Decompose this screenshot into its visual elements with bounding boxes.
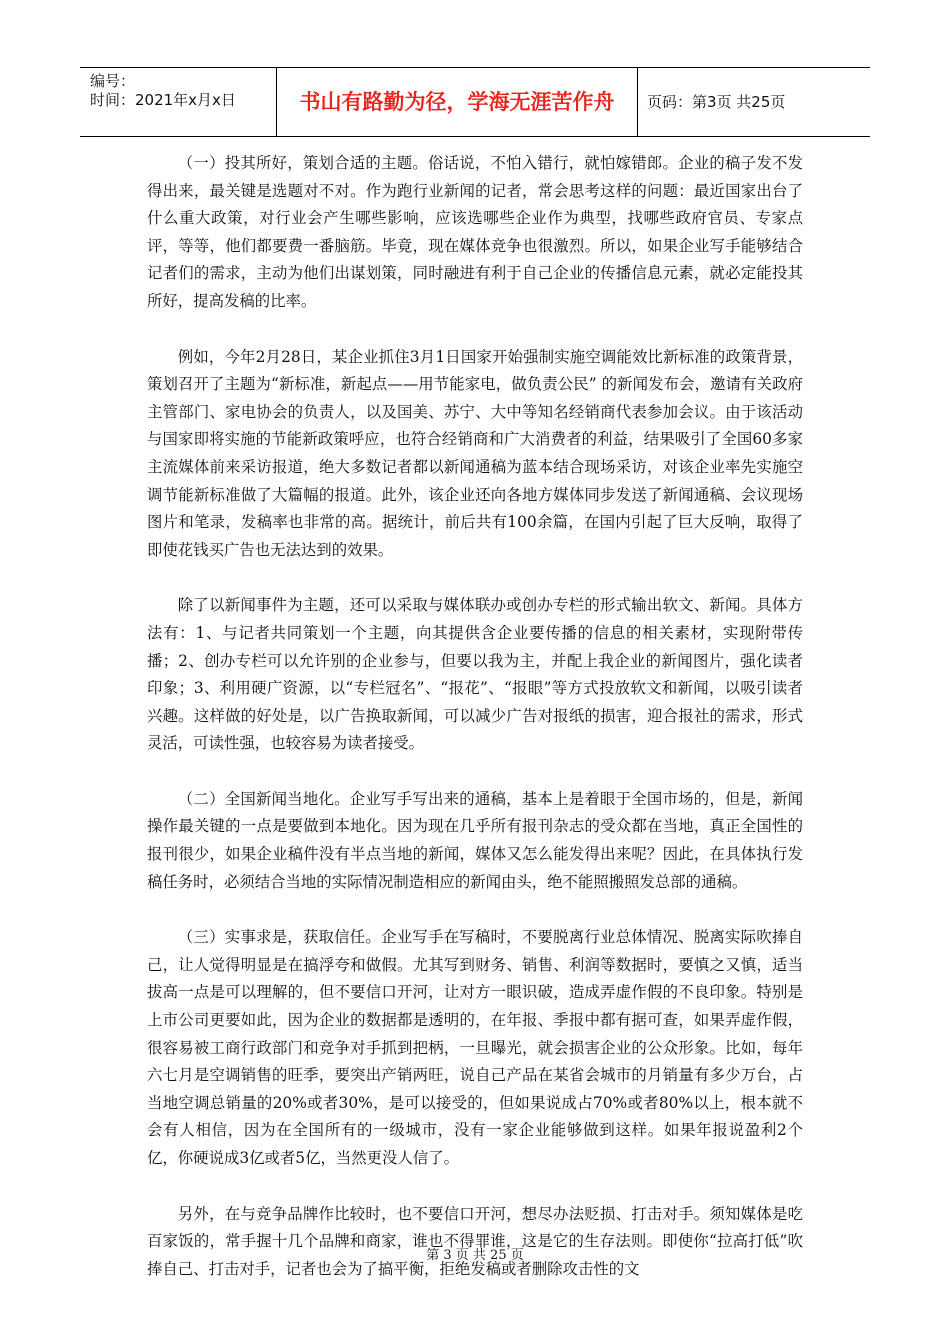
paragraph: 另外，在与竞争品牌作比较时，也不要信口开河，想尽办法贬损、打击对手。须知媒体是吃百家饭的，常手握十几个品牌和商家，谁也不得罪谁，这是它的生存法则。即使你“拉高打低”吹捧自己、打击对手，记者也会为了搞平衡，拒绝发稿或者删除攻击性的文 xyxy=(147,1204,803,1278)
header-meta-cell xyxy=(80,68,275,136)
paragraph: 例如，今年2月28日，某企业抓住3月1日国家开始强制实施空调能效比新标准的政策背景，策划召开了主题为“新标准，新起点——用节能家电，做负责公民” 的新闻发布会，邀请有关政府主管部门、家电协会的负责人，以及国美、苏宁、大中等知名经销商代表参加会议。由于该活动与国家即将实施的节能新政策呼应，也符合经销商和广大消费者的利益，结果吸引了全国60多家主流媒体前来采访报道，绝大多数记者都以新闻通稿为蓝本结合现场采访，对该企业率先实施空调节能新标准做了大篇幅的报道。此外，该企业还向各地方媒体同步发送了新闻通稿、会议现场图片和笔录，发稿率也非常的高。据统计，前后共有100余篇，在国内引起了巨大反响，取得了即使花钱买广告也无法达到的效果。 xyxy=(147,347,803,559)
header-motto-cell xyxy=(276,68,638,136)
document-body xyxy=(147,150,803,1311)
motto-text: 书山有路勤为径，学海无涯苦作舟 xyxy=(299,90,615,114)
paragraph: （三）实事求是，获取信任。企业写手在写稿时，不要脱离行业总体情况、脱离实际吹捧自己，让人觉得明显是在搞浮夸和做假。尤其写到财务、销售、利润等数据时，要慎之又慎，适当拔高一点是可以理解的，但不要信口开河，让对方一眼识破，造成弄虚作假的不良印象。特别是上市公司更要如此，因为企业的数据都是透明的，在年报、季报中都有据可查，如果弄虚作假，很容易被工商行政部门和竞争对手抓到把柄，一旦曝光，就会损害企业的公众形象。比如，每年六七月是空调销售的旺季，要突出产销两旺，说自己产品在某省会城市的月销量有多少万台，占当地空调总销量的20%或者30%，是可以接受的，但如果说成占70%或者80%以上，根本就不会有人相信，因为在全国所有的一级城市，没有一家企业能够做到这样。如果年报说盈利2个亿，你硬说成3亿或者5亿，当然更没人信了。 xyxy=(147,928,803,1167)
page-header xyxy=(80,67,870,137)
document-number-label: 编号： xyxy=(90,72,136,90)
document-date: 时间：2021年x月x日 xyxy=(90,91,236,109)
paragraph: （一）投其所好，策划合适的主题。俗话说，不怕入错行，就怕嫁错郎。企业的稿子发不发得出来，最关键是选题对不对。作为跑行业新闻的记者，常会思考这样的问题：最近国家出台了什么重大政策，对行业会产生哪些影响，应该选哪些企业作为典型，找哪些政府官员、专家点评，等等，他们都要费一番脑筋。毕竟，现在媒体竞争也很激烈。所以，如果企业写手能够结合记者们的需求，主动为他们出谋划策，同时融进有利于自己企业的传播信息元素，就必定能投其所好，提高发稿的比率。 xyxy=(147,154,803,310)
header-page-cell xyxy=(637,68,870,136)
paragraph: 除了以新闻事件为主题，还可以采取与媒体联办或创办专栏的形式输出软文、新闻。具体方法有：1、与记者共同策划一个主题，向其提供含企业要传播的信息的相关素材，实现附带传播；2、创办专栏可以允许别的企业参与，但要以我为主，并配上我企业的新闻图片，强化读者印象；3、利用硬广资源，以“专栏冠名”、“报花”、“报眼”等方式投放软文和新闻，以吸引读者兴趣。这样做的好处是，以广告换取新闻，可以减少广告对报纸的损害，迎合报社的需求，形式灵活，可读性强，也较容易为读者接受。 xyxy=(147,596,803,753)
page-number-info: 页码：第3页 共25页 xyxy=(647,93,786,111)
paragraph: （二）全国新闻当地化。企业写手写出来的通稿，基本上是着眼于全国市场的，但是，新闻操作最关键的一点是要做到本地化。因为现在几乎所有报刊杂志的受众都在当地，真正全国性的报刊很少，如果企业稿件没有半点当地的新闻，媒体又怎么能发得出来呢？因此，在具体执行发稿任务时，必须结合当地的实际情况制造相应的新闻由头，绝不能照搬照发总部的通稿。 xyxy=(147,789,803,891)
page-footer: 第 3 页 共 25 页 xyxy=(426,1248,524,1263)
